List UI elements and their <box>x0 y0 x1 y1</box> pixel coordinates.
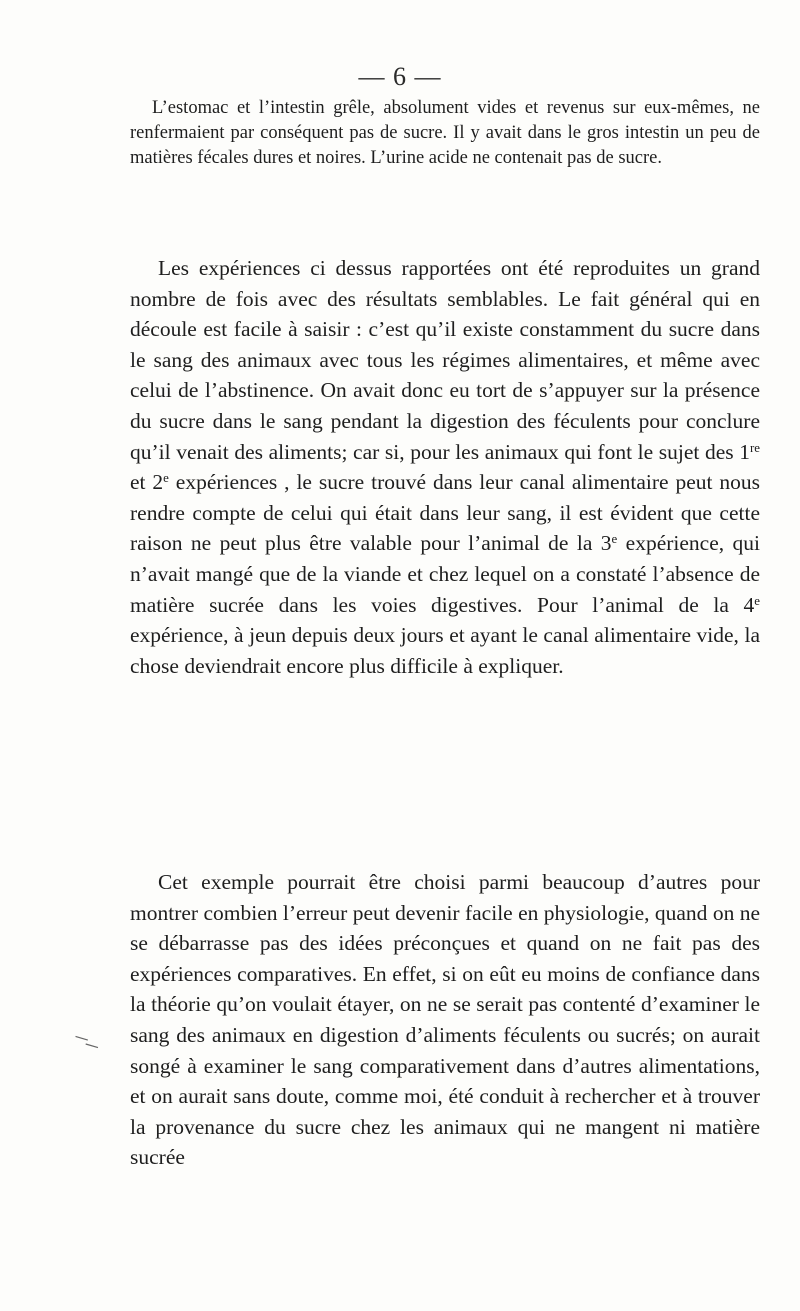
superscript-e-4: e <box>754 593 760 608</box>
main-paragraph-text-3: expériences , le sucre trouvé dans leur canal alimentaire peut nous rendre compte de celui qui était dans leur sang, il est évident que cette raison ne peut plus être valable pour l’animal de la 3 <box>130 470 760 556</box>
final-paragraph: Cet exemple pourrait être choisi parmi beaucoup d’autres pour montrer combien l’erreur peut devenir facile en physiologie, quand on ne se débarrasse pas des idées préconçues et quand on ne fait pas des expériences comparatives. En effet, si on eût eu moins de confiance dans la théorie qu’on voulait étayer, on ne se serait pas contenté d’examiner le sang des animaux en digestion d’aliments féculents ou sucrés; on aurait songé à examiner le sang comparativement dans d’autres alimentations, et on aurait sans doute, comme moi, été conduit à rechercher et à trouver la provenance du sucre chez les animaux qui ne mangent ni matière sucrée <box>130 870 760 1170</box>
main-paragraph-text-5: expérience, à jeun depuis deux jours et ayant le canal alimentaire vide, la chose deviendrait encore plus difficile à expliquer. <box>130 623 760 678</box>
superscript-re: re <box>749 440 760 455</box>
margin-pencil-mark-icon <box>73 1026 106 1062</box>
pencil-stroke-icon <box>73 1026 103 1058</box>
main-paragraph <box>130 253 760 681</box>
main-paragraph-text-4: expérience, qui n’avait mangé que de la viande et chez lequel on a constaté l’absence de matière sucrée dans les voies digestives. Pour l’animal de la 4 <box>130 531 760 617</box>
main-paragraph-text-1: Les expériences ci dessus rapportées ont été reproduites un grand nombre de fois avec des résultats semblables. Le fait général qui en découle est facile à saisir : c’est qu’il existe constamment du sucre dans le sang des animaux avec tous les régimes alimentaires, et même avec celui de l’abstinence. On avait donc eu tort de s’appuyer sur la présence du sucre dans le sang pendant la digestion des féculents pour conclure qu’il venait des aliments; car si, pour les animaux qui font le sujet des 1 <box>130 256 760 464</box>
intro-paragraph: L’estomac et l’intestin grêle, absolument vides et revenus sur eux-mêmes, ne renfermaient par conséquent pas de sucre. Il y avait dans le gros intestin un peu de matières fécales dures et noires. L’urine acide ne contenait pas de sucre. <box>130 98 760 168</box>
main-paragraph-text-2: et 2 <box>130 470 164 495</box>
page-number: — 6 — <box>358 62 442 91</box>
superscript-e-2: e <box>163 471 169 486</box>
superscript-e-3: e <box>611 532 618 547</box>
